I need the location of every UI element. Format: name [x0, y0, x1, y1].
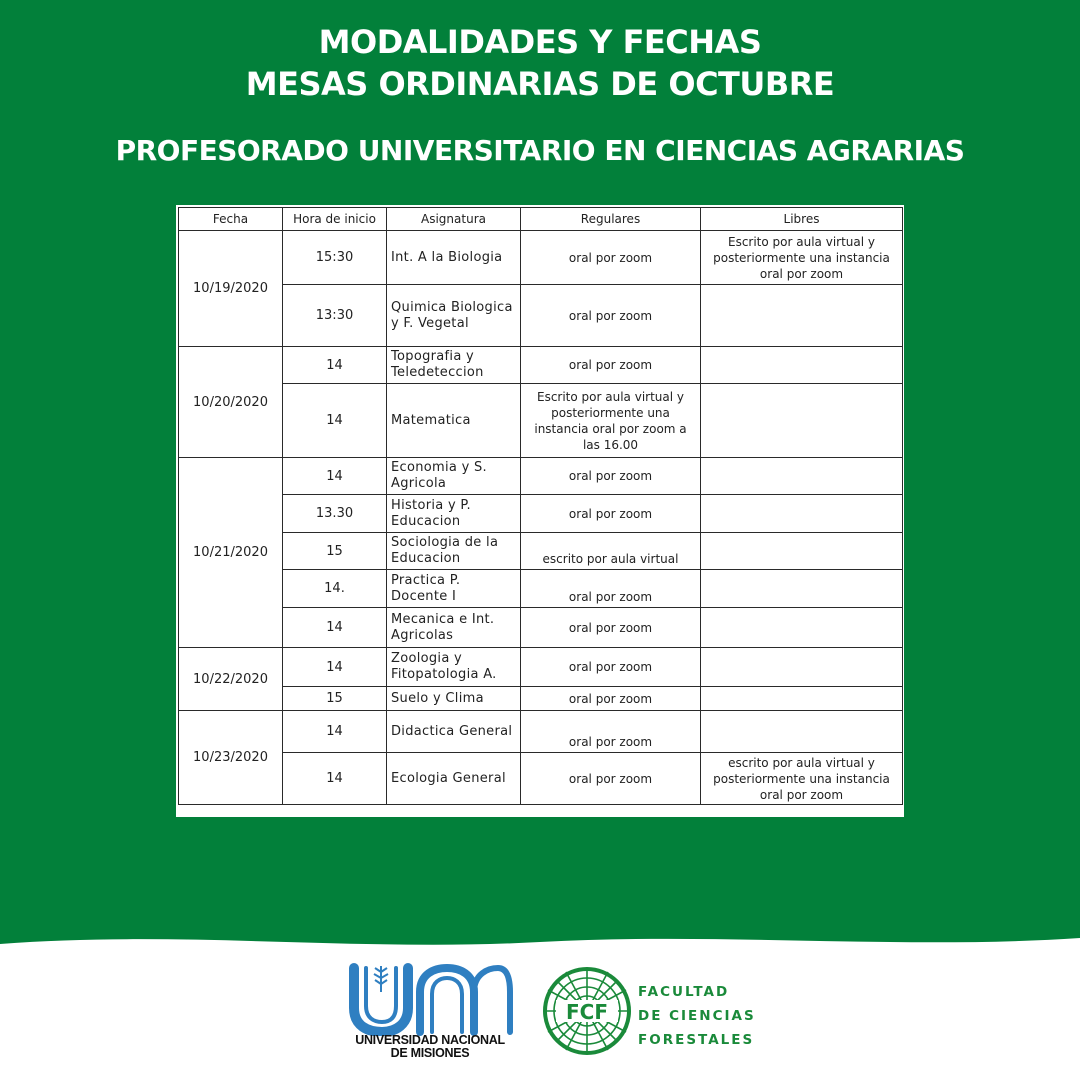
hora-cell: 14. [283, 570, 387, 608]
unam-logo-icon [348, 962, 514, 1036]
asignatura-cell: Historia y P. Educacion [387, 495, 521, 533]
table-row [179, 687, 903, 711]
libres-cell [701, 533, 903, 570]
schedule-sheet [176, 205, 904, 817]
table-row [179, 458, 903, 495]
asignatura-cell: Zoologia y Fitopatologia A. [387, 648, 521, 687]
libres-cell [701, 687, 903, 711]
hora-cell: 14 [283, 347, 387, 384]
libres-cell [701, 458, 903, 495]
hora-cell: 14 [283, 608, 387, 648]
asignatura-cell: Sociologia de la Educacion [387, 533, 521, 570]
regulares-cell: oral por zoom [521, 608, 701, 648]
table-row [179, 384, 903, 458]
regulares-cell: oral por zoom [521, 231, 701, 285]
title-line-1: MODALIDADES Y FECHAS [318, 23, 762, 61]
regulares-cell: oral por zoom [521, 495, 701, 533]
table-row [179, 753, 903, 805]
date-cell: 10/20/2020 [179, 347, 283, 458]
unam-name-line-2: DE MISIONES [390, 1046, 470, 1060]
date-cell: 10/22/2020 [179, 648, 283, 711]
regulares-cell: oral por zoom [521, 648, 701, 687]
libres-cell [701, 495, 903, 533]
schedule-table [178, 207, 903, 805]
regulares-cell: oral por zoom [521, 347, 701, 384]
table-header-row [179, 208, 903, 231]
fcf-monogram: FCF [565, 1000, 609, 1024]
asignatura-cell: Topografia y Teledeteccion [387, 347, 521, 384]
hora-cell: 15 [283, 687, 387, 711]
asignatura-cell: Economia y S. Agricola [387, 458, 521, 495]
fcf-logo-icon [542, 966, 632, 1056]
hora-cell: 15 [283, 533, 387, 570]
table-row [179, 533, 903, 570]
regulares-cell: oral por zoom [521, 711, 701, 753]
regulares-cell: oral por zoom [521, 753, 701, 805]
asignatura-cell: Suelo y Clima [387, 687, 521, 711]
program-subtitle: PROFESORADO UNIVERSITARIO EN CIENCIAS AGRARIAS [115, 134, 965, 167]
date-cell: 10/21/2020 [179, 458, 283, 648]
regulares-cell: oral por zoom [521, 458, 701, 495]
asignatura-cell: Didactica General [387, 711, 521, 753]
asignatura-cell: Quimica Biologica y F. Vegetal [387, 285, 521, 347]
asignatura-cell: Ecologia General [387, 753, 521, 805]
date-cell: 10/19/2020 [179, 231, 283, 347]
table-row [179, 608, 903, 648]
asignatura-cell: Practica P. Docente I [387, 570, 521, 608]
unam-name-line-1: UNIVERSIDAD NACIONAL [355, 1033, 505, 1047]
asignatura-cell: Matematica [387, 384, 521, 458]
table-row [179, 648, 903, 687]
table-row [179, 570, 903, 608]
libres-cell [701, 384, 903, 458]
libres-cell [701, 285, 903, 347]
hora-cell: 15:30 [283, 231, 387, 285]
date-cell: 10/23/2020 [179, 711, 283, 805]
col-header-fecha: Fecha [179, 208, 283, 231]
libres-cell: Escrito por aula virtual y posteriormente una instancia oral por zoom [701, 231, 903, 285]
col-header-hora: Hora de inicio [283, 208, 387, 231]
libres-cell [701, 711, 903, 753]
col-header-regulares: Regulares [521, 208, 701, 231]
libres-cell [701, 570, 903, 608]
table-row [179, 347, 903, 384]
asignatura-cell: Int. A la Biologia [387, 231, 521, 285]
table-row [179, 285, 903, 347]
libres-cell [701, 608, 903, 648]
regulares-cell: oral por zoom [521, 285, 701, 347]
fcf-name-line-1: FACULTAD [638, 984, 730, 1000]
libres-cell [701, 347, 903, 384]
libres-cell: escrito por aula virtual y posteriormente una instancia oral por zoom [701, 753, 903, 805]
libres-cell [701, 648, 903, 687]
regulares-cell: oral por zoom [521, 687, 701, 711]
hora-cell: 14 [283, 384, 387, 458]
table-row [179, 711, 903, 753]
footer-wave [0, 930, 1080, 1080]
regulares-cell: Escrito por aula virtual y posteriormente una instancia oral por zoom a las 16.00 [521, 384, 701, 458]
regulares-cell: escrito por aula virtual [521, 533, 701, 570]
hora-cell: 14 [283, 648, 387, 687]
col-header-libres: Libres [701, 208, 903, 231]
hora-cell: 13.30 [283, 495, 387, 533]
title-line-2: MESAS ORDINARIAS DE OCTUBRE [245, 65, 835, 103]
unam-name [340, 1034, 520, 1060]
hora-cell: 14 [283, 753, 387, 805]
table-row [179, 495, 903, 533]
regulares-cell: oral por zoom [521, 570, 701, 608]
hora-cell: 14 [283, 458, 387, 495]
hora-cell: 13:30 [283, 285, 387, 347]
asignatura-cell: Mecanica e Int. Agricolas [387, 608, 521, 648]
col-header-asignatura: Asignatura [387, 208, 521, 231]
table-row [179, 231, 903, 285]
fcf-name-line-2: DE CIENCIAS [638, 1008, 756, 1024]
hora-cell: 14 [283, 711, 387, 753]
fcf-name [638, 980, 798, 1052]
fcf-name-line-3: FORESTALES [638, 1032, 755, 1048]
